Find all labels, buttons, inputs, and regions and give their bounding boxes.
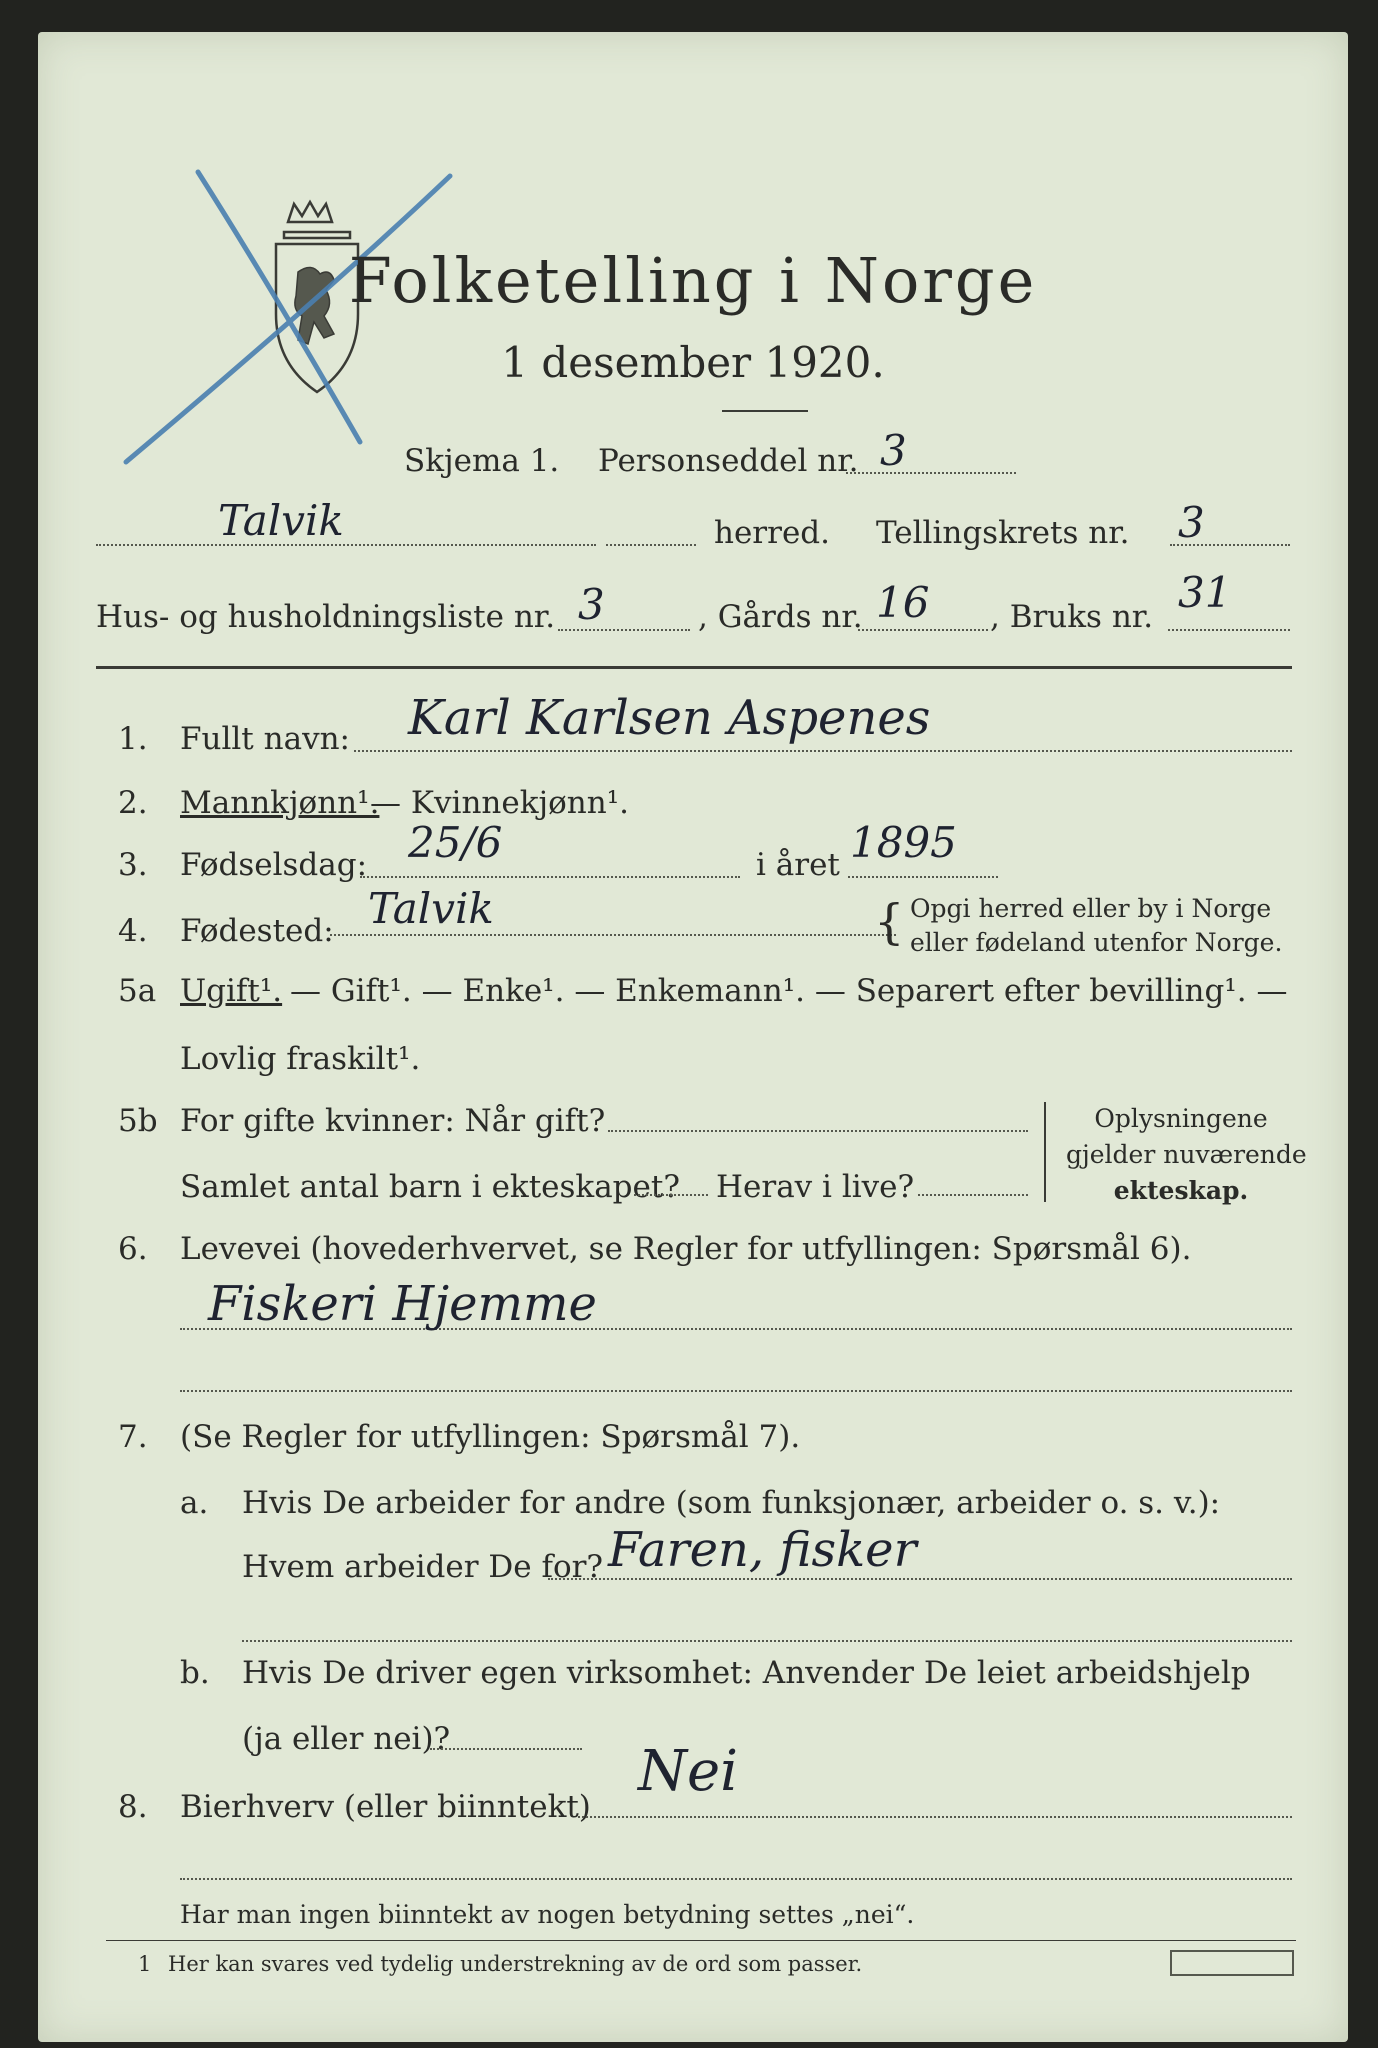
q5b-note-2: gjelder nuværende	[1066, 1140, 1307, 1169]
q5b-label-alive: Herav i live?	[716, 1169, 915, 1205]
herred-value: Talvik	[218, 496, 344, 545]
q7b-label-1: Hvis De driver egen virksomhet: Anvender De leiet arbeidshjelp	[242, 1655, 1251, 1691]
q7-label: (Se Regler for utfyllingen: Spørsmål 7).	[180, 1419, 801, 1455]
q6-number: 6.	[118, 1231, 148, 1267]
q8-line-1	[578, 1816, 1292, 1818]
herred-label: herred.	[714, 515, 830, 551]
q7a-label-1: Hvis De arbeider for andre (som funksjonær, arbeider o. s. v.):	[242, 1485, 1221, 1521]
q4-note-1: Opgi herred eller by i Norge	[910, 894, 1272, 923]
q4-number: 4.	[118, 913, 148, 949]
q7a-line-2	[242, 1640, 1292, 1642]
birth-year-value: 1895	[850, 818, 957, 867]
occupation-value: Fiskeri Hjemme	[208, 1276, 597, 1332]
q4-brace: {	[874, 894, 905, 950]
bruks-line	[1168, 629, 1290, 631]
q5b-alive-line	[918, 1194, 1028, 1196]
q5b-label-children: Samlet antal barn i ekteskapet?	[180, 1169, 680, 1205]
q7a-letter: a.	[180, 1485, 209, 1521]
q4-note-2: eller fødeland utenfor Norge.	[910, 928, 1283, 957]
employer-value: Faren, fisker	[608, 1522, 917, 1578]
q3-year-label: i året	[756, 847, 840, 883]
marital-other-options: — Gift¹. — Enke¹. — Enkemann¹. — Separert efter bevilling¹. —	[290, 973, 1288, 1009]
footnote-number: 1	[138, 1952, 152, 1976]
q1-label: Fullt navn:	[180, 721, 350, 757]
q7b-label-2: (ja eller nei)?	[242, 1721, 451, 1757]
q1-line	[354, 750, 1292, 752]
birthplace-value: Talvik	[368, 884, 494, 933]
q8-line-2	[180, 1878, 1292, 1880]
hus-label: Hus- og husholdningsliste nr.	[96, 599, 556, 635]
census-form-page	[38, 32, 1348, 2042]
q8-label: Bierhverv (eller biinntekt)	[180, 1789, 591, 1825]
title-divider	[722, 410, 808, 412]
gender-female-option: — Kvinnekjønn¹.	[370, 785, 629, 821]
q6-line-2	[180, 1390, 1292, 1392]
side-income-value: Nei	[638, 1739, 739, 1804]
header-divider	[96, 666, 1292, 669]
gards-label: , Gårds nr.	[698, 599, 863, 635]
skjema-label: Skjema 1.	[404, 443, 560, 479]
footnote-text: Her kan svares ved tydelig understrekning av de ord som passer.	[168, 1952, 863, 1976]
personseddel-value: 3	[880, 426, 907, 475]
q7b-line	[430, 1748, 582, 1750]
q5b-children-line	[634, 1194, 708, 1196]
q5b-bracket	[1044, 1102, 1049, 1202]
bruks-value: 31	[1178, 568, 1232, 617]
tellingskrets-value: 3	[1178, 498, 1205, 547]
q5a-number: 5a	[118, 973, 157, 1009]
hus-value: 3	[578, 580, 605, 629]
printer-stamp-icon	[1170, 1950, 1294, 1976]
hus-line	[558, 629, 690, 631]
herred-line-2	[606, 544, 696, 546]
q2-number: 2.	[118, 785, 148, 821]
marital-fraskilt-option: Lovlig fraskilt¹.	[180, 1041, 421, 1077]
gender-male-option: Mannkjønn¹.	[180, 785, 380, 821]
gards-line	[858, 629, 988, 631]
q3-line	[360, 876, 740, 878]
q4-line	[330, 934, 896, 936]
q5b-number: 5b	[118, 1103, 158, 1139]
q1-number: 1.	[118, 721, 148, 757]
form-subtitle: 1 desember 1920.	[501, 338, 885, 387]
full-name-value: Karl Karlsen Aspenes	[408, 690, 931, 746]
q3-number: 3.	[118, 847, 148, 883]
footer-note: Har man ingen biinntekt av nogen betydning settes „nei“.	[180, 1900, 915, 1929]
q3-year-line	[848, 876, 998, 878]
q5b-note-3: ekteskap.	[1113, 1176, 1249, 1205]
birthday-value: 25/6	[408, 818, 503, 867]
q5b-label-married: For gifte kvinner: Når gift?	[180, 1103, 606, 1139]
tellingskrets-label: Tellingskrets nr.	[876, 515, 1130, 551]
personseddel-line	[846, 472, 1016, 474]
q3-label: Fødselsdag:	[180, 847, 368, 883]
q7a-line-1	[548, 1578, 1292, 1580]
form-title: Folketelling i Norge	[348, 244, 1038, 317]
marital-ugift-option: Ugift¹.	[180, 973, 283, 1009]
gards-value: 16	[876, 578, 930, 627]
q7-number: 7.	[118, 1419, 148, 1455]
q6-label: Levevei (hovederhvervet, se Regler for utfyllingen: Spørsmål 6).	[180, 1231, 1192, 1267]
bruks-label: , Bruks nr.	[990, 599, 1154, 635]
q4-label: Fødested:	[180, 913, 334, 949]
personseddel-label: Personseddel nr.	[598, 443, 859, 479]
q5b-married-line	[608, 1130, 1028, 1132]
q5b-note-1: Oplysningene	[1094, 1104, 1268, 1133]
q7a-label-2: Hvem arbeider De for?	[242, 1549, 604, 1585]
herred-line	[96, 544, 596, 546]
q7b-letter: b.	[180, 1655, 210, 1691]
footer-divider	[106, 1940, 1296, 1941]
q8-number: 8.	[118, 1789, 148, 1825]
